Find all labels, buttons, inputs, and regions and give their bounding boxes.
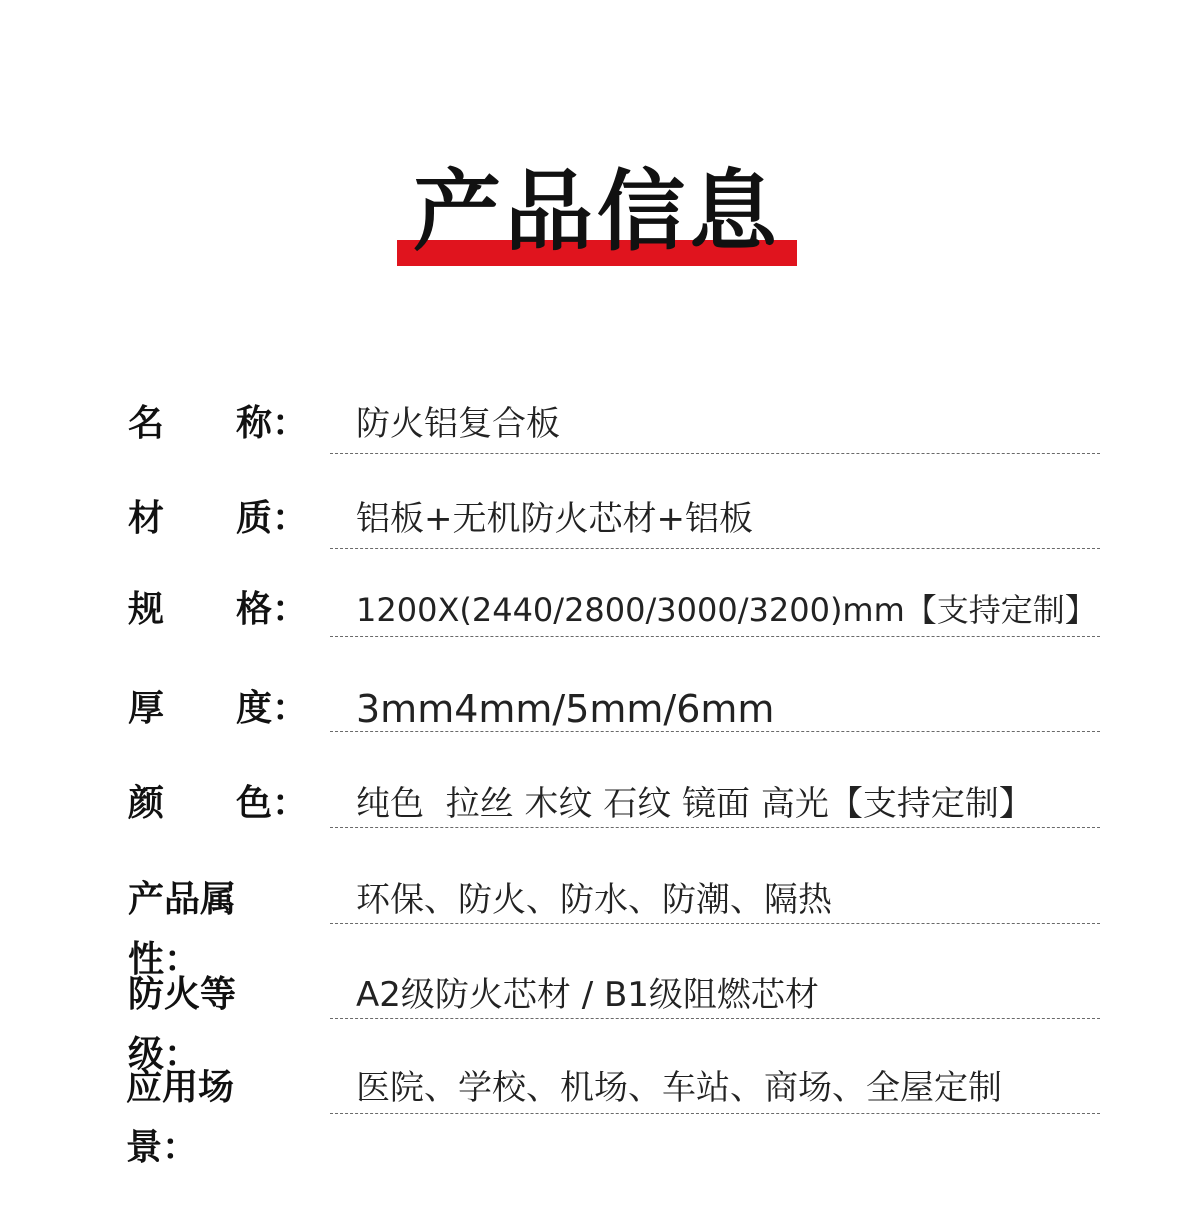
dashed-divider	[330, 453, 1100, 454]
spec-row-attributes	[0, 870, 1200, 980]
spec-label-char: 格 ：	[236, 580, 308, 640]
spec-label-char: 色 ：	[236, 774, 308, 834]
spec-label-char: 材	[128, 498, 165, 539]
spec-value: 防火铝复合板	[356, 404, 560, 444]
dashed-divider	[330, 827, 1100, 828]
spec-row-applications	[0, 1058, 1200, 1168]
spec-value: 环保、防火、防水、防潮、隔热	[356, 880, 832, 920]
spec-value: 纯色 拉丝 木纹 石纹 镜面 高光【支持定制】	[356, 784, 1033, 824]
spec-label-char: 规	[128, 589, 165, 630]
spec-label	[128, 394, 308, 454]
spec-label: 应用场景 ：	[126, 1058, 306, 1118]
spec-label: 防火等级 ：	[128, 965, 308, 1025]
spec-value: 3mm4mm/5mm/6mm	[356, 687, 775, 731]
dashed-divider	[330, 923, 1100, 924]
dashed-divider	[330, 548, 1100, 549]
spec-row-name	[0, 394, 1200, 454]
spec-label-char: 颜	[128, 783, 165, 824]
spec-label-char: 称 ：	[236, 394, 308, 454]
spec-value: A2级防火芯材 / B1级阻燃芯材	[356, 975, 819, 1015]
spec-value: 1200X(2440/2800/3000/3200)mm【支持定制】	[356, 591, 1097, 629]
spec-label	[128, 580, 308, 640]
dashed-divider	[330, 1018, 1100, 1019]
spec-label-char: 名	[128, 403, 165, 444]
dashed-divider	[330, 1113, 1100, 1114]
spec-row-fire-rating	[0, 965, 1200, 1075]
spec-value: 医院、学校、机场、车站、商场、全屋定制	[356, 1068, 1002, 1108]
page-title: 产品信息	[412, 160, 781, 263]
spec-label: 产品属性 ：	[128, 870, 308, 930]
dashed-divider	[330, 731, 1100, 732]
dashed-divider	[330, 636, 1100, 637]
spec-row-size	[0, 580, 1200, 640]
spec-row-color	[0, 774, 1200, 834]
spec-label	[128, 489, 308, 549]
spec-row-material	[0, 489, 1200, 549]
spec-label-char: 度 ：	[236, 679, 308, 739]
spec-label-char: 厚	[128, 688, 165, 729]
spec-row-thickness	[0, 679, 1200, 739]
spec-value: 铝板+无机防火芯材+铝板	[356, 499, 753, 539]
spec-label	[128, 774, 308, 834]
spec-label-char: 质 ：	[236, 489, 308, 549]
spec-label	[128, 679, 308, 739]
